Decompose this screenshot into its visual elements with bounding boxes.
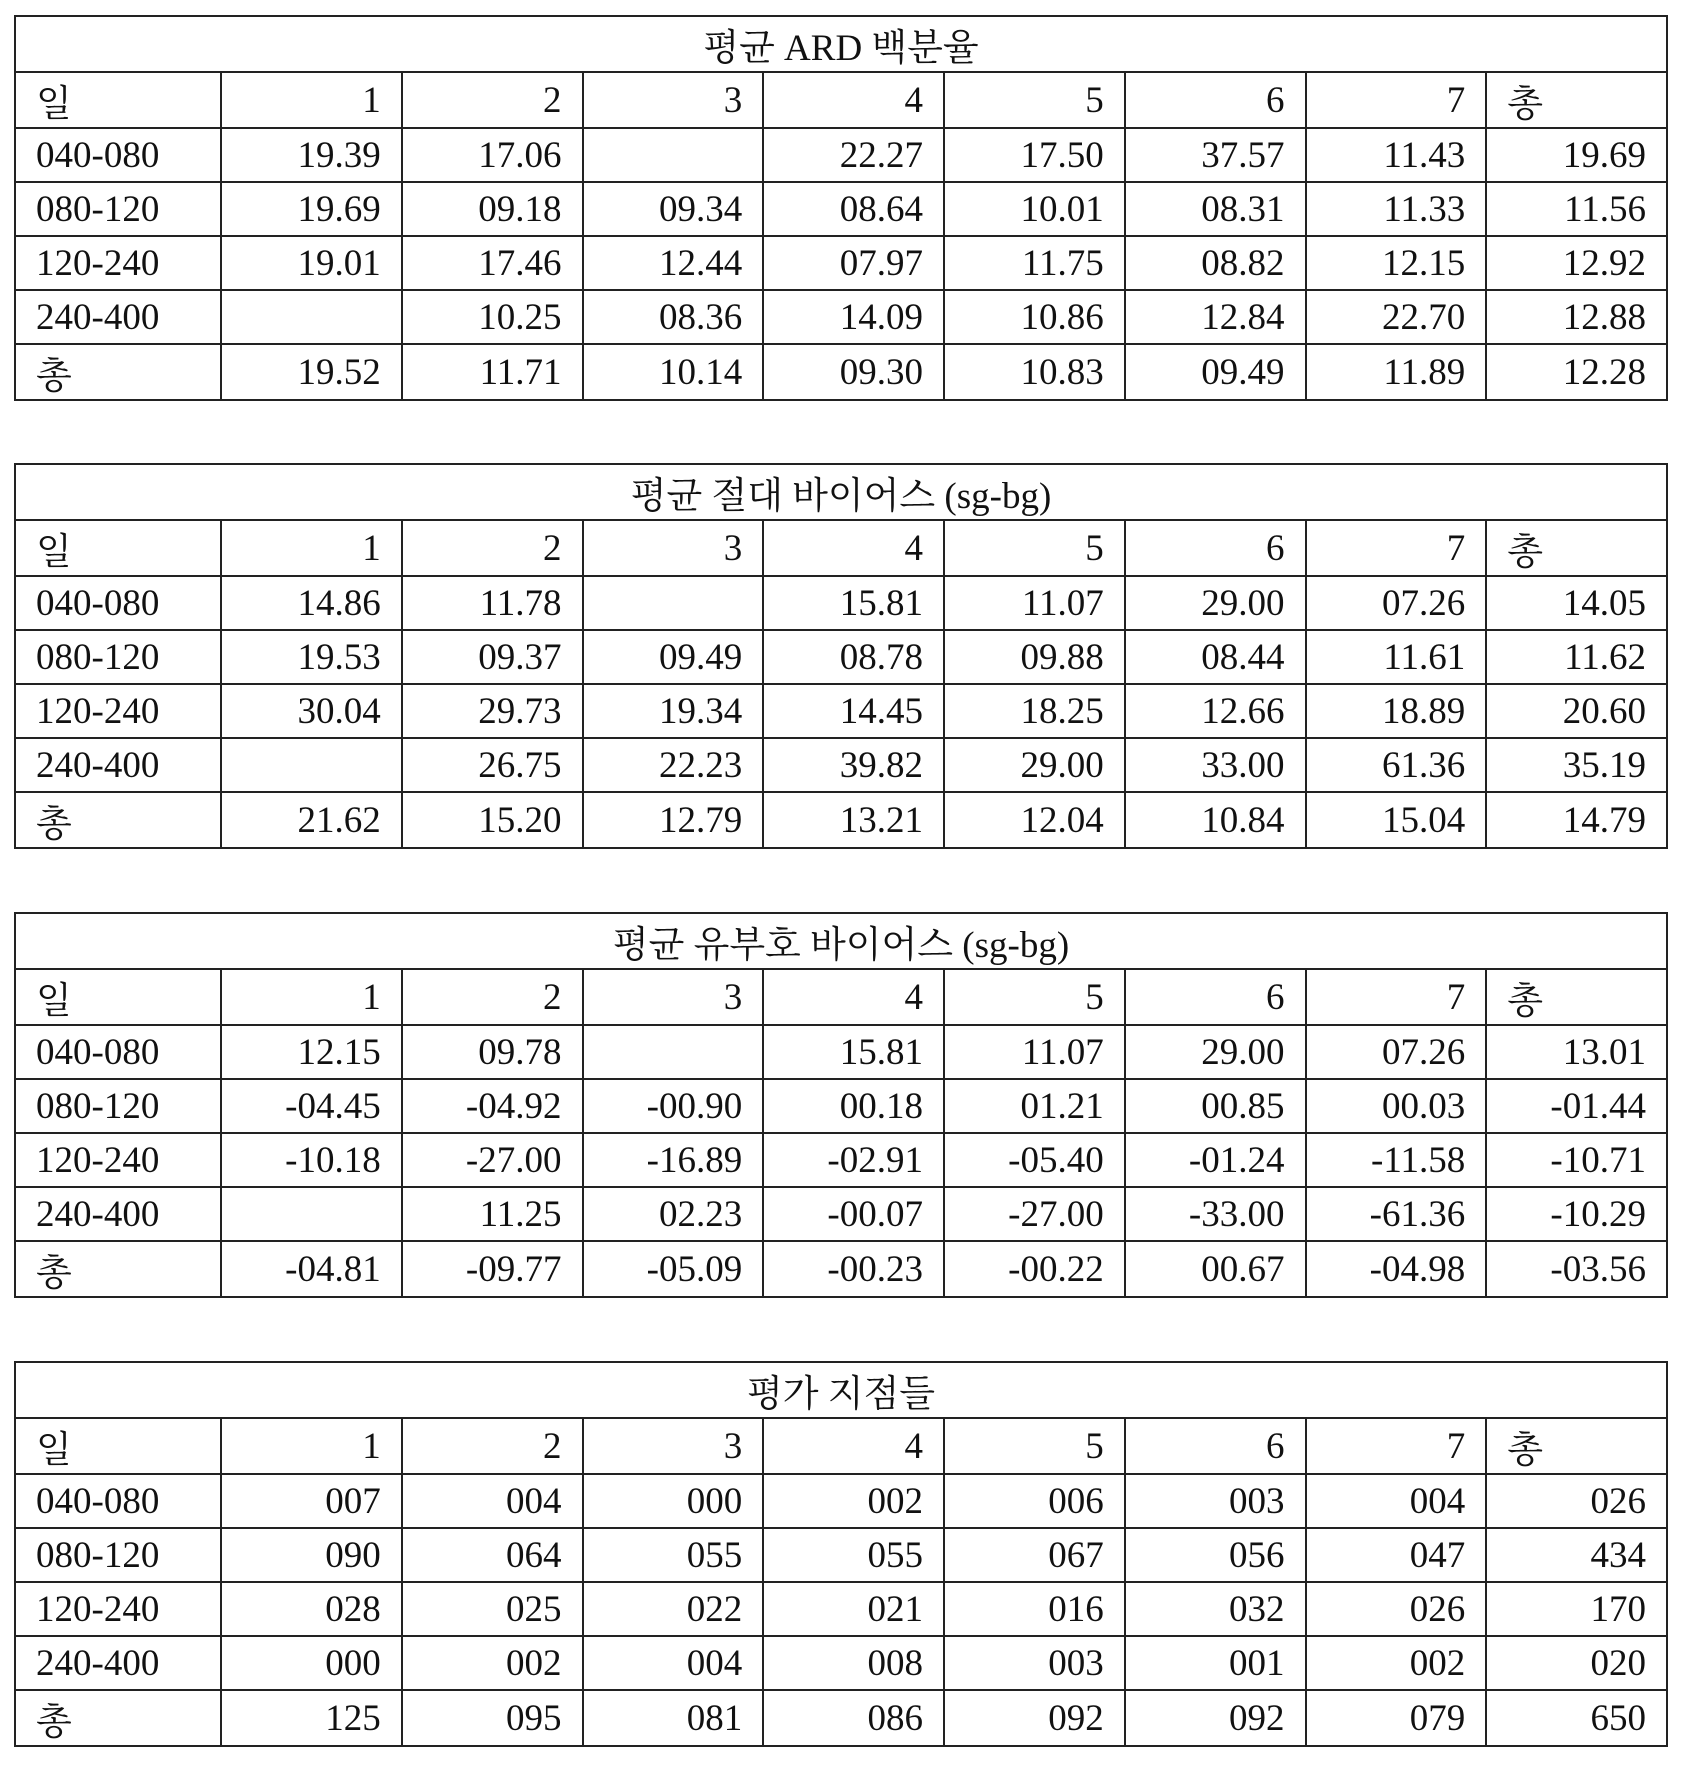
table-cell: 13.01 (1486, 1025, 1667, 1079)
table-cell: 19.69 (1486, 128, 1667, 182)
column-header: 2 (402, 520, 583, 576)
table-cell: 07.97 (763, 236, 944, 290)
column-header: 총 (1486, 1418, 1667, 1474)
table-cell: 11.89 (1306, 344, 1487, 400)
table-row (15, 738, 1667, 792)
table-row (15, 182, 1667, 236)
table-row (15, 1133, 1667, 1187)
table-row (15, 1025, 1667, 1079)
table-cell: -01.24 (1125, 1133, 1306, 1187)
table-row (15, 1582, 1667, 1636)
table-cell (583, 1025, 764, 1079)
column-header: 3 (583, 520, 764, 576)
table-cell: 12.44 (583, 236, 764, 290)
table-cell: 08.78 (763, 630, 944, 684)
table-cell: 11.71 (402, 344, 583, 400)
table-cell: 004 (402, 1474, 583, 1528)
table-cell: 170 (1486, 1582, 1667, 1636)
table-row (15, 792, 1667, 848)
table-cell: 17.50 (944, 128, 1125, 182)
data-table (14, 463, 1668, 849)
table-cell: 15.81 (763, 1025, 944, 1079)
row-label: 040-080 (15, 1025, 221, 1079)
table-cell: 00.03 (1306, 1079, 1487, 1133)
table-cell: 14.05 (1486, 576, 1667, 630)
table-cell: 11.56 (1486, 182, 1667, 236)
column-header: 일 (15, 520, 221, 576)
table-cell: 15.20 (402, 792, 583, 848)
table-cell: 19.52 (221, 344, 402, 400)
table-cell: 00.18 (763, 1079, 944, 1133)
table-cell: -10.18 (221, 1133, 402, 1187)
table-cell: 08.44 (1125, 630, 1306, 684)
column-header: 5 (944, 520, 1125, 576)
title-row (15, 913, 1667, 969)
table-cell: 08.36 (583, 290, 764, 344)
table-cell: 12.92 (1486, 236, 1667, 290)
table-cell: -33.00 (1125, 1187, 1306, 1241)
data-table (14, 15, 1668, 401)
table-cell: -27.00 (944, 1187, 1125, 1241)
table-cell: 08.82 (1125, 236, 1306, 290)
table-cell: 10.86 (944, 290, 1125, 344)
column-header: 5 (944, 72, 1125, 128)
table-cell: -16.89 (583, 1133, 764, 1187)
title-row (15, 16, 1667, 72)
table-cell: 29.00 (1125, 1025, 1306, 1079)
table-row (15, 1636, 1667, 1690)
row-label: 240-400 (15, 1187, 221, 1241)
table-row (15, 684, 1667, 738)
table-cell: 006 (944, 1474, 1125, 1528)
table-cell: 29.00 (944, 738, 1125, 792)
table-row (15, 1241, 1667, 1297)
table-cell: 17.46 (402, 236, 583, 290)
row-label: 080-120 (15, 182, 221, 236)
row-label: 040-080 (15, 1474, 221, 1528)
table-cell: 002 (763, 1474, 944, 1528)
table-row (15, 1187, 1667, 1241)
table-cell: 000 (221, 1636, 402, 1690)
table-cell: 33.00 (1125, 738, 1306, 792)
table-cell: 021 (763, 1582, 944, 1636)
row-label: 120-240 (15, 684, 221, 738)
table-cell: 12.15 (221, 1025, 402, 1079)
table-cell: -00.07 (763, 1187, 944, 1241)
table-cell: 020 (1486, 1636, 1667, 1690)
table-cell (583, 576, 764, 630)
table-cell: 61.36 (1306, 738, 1487, 792)
column-header: 4 (763, 969, 944, 1025)
column-header: 7 (1306, 969, 1487, 1025)
table-cell: 081 (583, 1690, 764, 1746)
table-cell: 079 (1306, 1690, 1487, 1746)
table-cell: 07.26 (1306, 576, 1487, 630)
row-label: 080-120 (15, 630, 221, 684)
column-header: 1 (221, 1418, 402, 1474)
table-cell: 003 (944, 1636, 1125, 1690)
data-table (14, 1361, 1668, 1747)
table-cell: 650 (1486, 1690, 1667, 1746)
table-cell: 17.06 (402, 128, 583, 182)
row-label: 120-240 (15, 236, 221, 290)
table-cell: 055 (763, 1528, 944, 1582)
table-cell (221, 290, 402, 344)
header-row (15, 969, 1667, 1025)
table-cell: 08.31 (1125, 182, 1306, 236)
table-cell: 29.73 (402, 684, 583, 738)
table-cell: 095 (402, 1690, 583, 1746)
row-label: 080-120 (15, 1079, 221, 1133)
table-cell (583, 128, 764, 182)
table-cell: 13.21 (763, 792, 944, 848)
table-cell: -01.44 (1486, 1079, 1667, 1133)
table-cell: 026 (1306, 1582, 1487, 1636)
table-cell: 11.07 (944, 1025, 1125, 1079)
column-header: 일 (15, 1418, 221, 1474)
column-header: 6 (1125, 72, 1306, 128)
table-cell: 047 (1306, 1528, 1487, 1582)
table-cell: -00.23 (763, 1241, 944, 1297)
column-header: 총 (1486, 520, 1667, 576)
table-title: 평균 절대 바이어스 (sg-bg) (15, 464, 1667, 520)
table-cell: 22.23 (583, 738, 764, 792)
table-cell: 10.25 (402, 290, 583, 344)
header-row (15, 520, 1667, 576)
table-cell: 14.86 (221, 576, 402, 630)
table-row (15, 1528, 1667, 1582)
table-cell: 19.39 (221, 128, 402, 182)
table-cell: 12.28 (1486, 344, 1667, 400)
table-cell: 12.66 (1125, 684, 1306, 738)
column-header: 4 (763, 72, 944, 128)
table-cell: 003 (1125, 1474, 1306, 1528)
table-row (15, 1079, 1667, 1133)
table-title: 평균 ARD 백분율 (15, 16, 1667, 72)
table-cell (221, 1187, 402, 1241)
column-header: 5 (944, 969, 1125, 1025)
table-cell: 10.83 (944, 344, 1125, 400)
column-header: 총 (1486, 72, 1667, 128)
table-cell: 10.84 (1125, 792, 1306, 848)
row-label: 040-080 (15, 576, 221, 630)
table-cell: 434 (1486, 1528, 1667, 1582)
table-cell: -61.36 (1306, 1187, 1487, 1241)
table-cell: 08.64 (763, 182, 944, 236)
column-header: 일 (15, 72, 221, 128)
column-header: 6 (1125, 1418, 1306, 1474)
row-label: 총 (15, 344, 221, 400)
table-cell: 09.78 (402, 1025, 583, 1079)
table-cell: 11.07 (944, 576, 1125, 630)
table-cell: 19.53 (221, 630, 402, 684)
table-cell: 11.25 (402, 1187, 583, 1241)
table-cell: 016 (944, 1582, 1125, 1636)
table-cell: 35.19 (1486, 738, 1667, 792)
column-header: 1 (221, 969, 402, 1025)
table-row (15, 290, 1667, 344)
table-cell: 12.84 (1125, 290, 1306, 344)
column-header: 4 (763, 520, 944, 576)
row-label: 240-400 (15, 1636, 221, 1690)
table-cell: 09.88 (944, 630, 1125, 684)
table-cell: 11.61 (1306, 630, 1487, 684)
table-cell: 001 (1125, 1636, 1306, 1690)
table-cell: 11.62 (1486, 630, 1667, 684)
table-cell: 12.15 (1306, 236, 1487, 290)
column-header: 7 (1306, 520, 1487, 576)
table-row (15, 630, 1667, 684)
table-cell: 37.57 (1125, 128, 1306, 182)
table-cell: 032 (1125, 1582, 1306, 1636)
header-row (15, 72, 1667, 128)
table-cell: 26.75 (402, 738, 583, 792)
table-cell: -11.58 (1306, 1133, 1487, 1187)
table-cell: 022 (583, 1582, 764, 1636)
table-cell: 09.34 (583, 182, 764, 236)
title-row (15, 1362, 1667, 1418)
column-header: 3 (583, 72, 764, 128)
table-title: 평가 지점들 (15, 1362, 1667, 1418)
table-cell: 19.01 (221, 236, 402, 290)
table-cell: -05.09 (583, 1241, 764, 1297)
table-cell: 02.23 (583, 1187, 764, 1241)
table-cell: -03.56 (1486, 1241, 1667, 1297)
table-cell: 15.81 (763, 576, 944, 630)
table-cell: 125 (221, 1690, 402, 1746)
table-cell: 14.79 (1486, 792, 1667, 848)
table-cell: 09.18 (402, 182, 583, 236)
table-cell: -04.45 (221, 1079, 402, 1133)
column-header: 2 (402, 969, 583, 1025)
row-label: 240-400 (15, 738, 221, 792)
table-cell: -04.81 (221, 1241, 402, 1297)
row-label: 240-400 (15, 290, 221, 344)
column-header: 6 (1125, 520, 1306, 576)
table-cell: 09.37 (402, 630, 583, 684)
row-label: 총 (15, 792, 221, 848)
table-cell: 002 (1306, 1636, 1487, 1690)
table-row (15, 128, 1667, 182)
table-cell: 056 (1125, 1528, 1306, 1582)
row-label: 총 (15, 1690, 221, 1746)
table-cell: 09.49 (583, 630, 764, 684)
table-cell: 000 (583, 1474, 764, 1528)
table-cell: 18.89 (1306, 684, 1487, 738)
column-header: 3 (583, 1418, 764, 1474)
table-cell: -10.29 (1486, 1187, 1667, 1241)
row-label: 080-120 (15, 1528, 221, 1582)
table-cell: -02.91 (763, 1133, 944, 1187)
table-cell: -04.92 (402, 1079, 583, 1133)
row-label: 120-240 (15, 1582, 221, 1636)
table-cell: 12.79 (583, 792, 764, 848)
column-header: 6 (1125, 969, 1306, 1025)
column-header: 3 (583, 969, 764, 1025)
table-cell: 39.82 (763, 738, 944, 792)
row-label: 040-080 (15, 128, 221, 182)
header-row (15, 1418, 1667, 1474)
table-cell: 10.14 (583, 344, 764, 400)
table-title: 평균 유부호 바이어스 (sg-bg) (15, 913, 1667, 969)
table-cell: -04.98 (1306, 1241, 1487, 1297)
table-cell: 086 (763, 1690, 944, 1746)
table-cell: 11.75 (944, 236, 1125, 290)
table-row (15, 236, 1667, 290)
table-cell: 004 (1306, 1474, 1487, 1528)
row-label: 총 (15, 1241, 221, 1297)
table-cell: 028 (221, 1582, 402, 1636)
table-cell: 007 (221, 1474, 402, 1528)
table-cell: 21.62 (221, 792, 402, 848)
table-cell: -00.90 (583, 1079, 764, 1133)
table-cell: -10.71 (1486, 1133, 1667, 1187)
table-cell: 18.25 (944, 684, 1125, 738)
table-cell: 092 (1125, 1690, 1306, 1746)
table-row (15, 576, 1667, 630)
column-header: 1 (221, 72, 402, 128)
table-cell: 12.88 (1486, 290, 1667, 344)
table-cell: 01.21 (944, 1079, 1125, 1133)
column-header: 2 (402, 72, 583, 128)
table-cell (221, 738, 402, 792)
table-cell: 22.70 (1306, 290, 1487, 344)
column-header: 2 (402, 1418, 583, 1474)
table-cell: 12.04 (944, 792, 1125, 848)
table-cell: 026 (1486, 1474, 1667, 1528)
table-cell: 22.27 (763, 128, 944, 182)
table-cell: 008 (763, 1636, 944, 1690)
column-header: 4 (763, 1418, 944, 1474)
table-cell: 00.85 (1125, 1079, 1306, 1133)
table-row (15, 344, 1667, 400)
table-cell: 11.33 (1306, 182, 1487, 236)
table-cell: 29.00 (1125, 576, 1306, 630)
table-cell: 055 (583, 1528, 764, 1582)
table-cell: 064 (402, 1528, 583, 1582)
table-cell: 092 (944, 1690, 1125, 1746)
title-row (15, 464, 1667, 520)
table-cell: 090 (221, 1528, 402, 1582)
table-cell: 20.60 (1486, 684, 1667, 738)
table-cell: 09.30 (763, 344, 944, 400)
table-cell: 00.67 (1125, 1241, 1306, 1297)
data-table (14, 912, 1668, 1298)
table-cell: 025 (402, 1582, 583, 1636)
table-cell: -27.00 (402, 1133, 583, 1187)
row-label: 120-240 (15, 1133, 221, 1187)
table-row (15, 1474, 1667, 1528)
column-header: 일 (15, 969, 221, 1025)
table-cell: 11.78 (402, 576, 583, 630)
table-cell: 10.01 (944, 182, 1125, 236)
table-cell: 15.04 (1306, 792, 1487, 848)
table-cell: 002 (402, 1636, 583, 1690)
table-cell: -05.40 (944, 1133, 1125, 1187)
column-header: 1 (221, 520, 402, 576)
table-cell: 19.69 (221, 182, 402, 236)
column-header: 7 (1306, 1418, 1487, 1474)
table-cell: 07.26 (1306, 1025, 1487, 1079)
table-cell: 11.43 (1306, 128, 1487, 182)
table-cell: 19.34 (583, 684, 764, 738)
table-row (15, 1690, 1667, 1746)
column-header: 5 (944, 1418, 1125, 1474)
table-cell: 30.04 (221, 684, 402, 738)
column-header: 총 (1486, 969, 1667, 1025)
table-cell: 09.49 (1125, 344, 1306, 400)
table-cell: 067 (944, 1528, 1125, 1582)
column-header: 7 (1306, 72, 1487, 128)
table-cell: 14.09 (763, 290, 944, 344)
table-cell: -00.22 (944, 1241, 1125, 1297)
table-cell: 14.45 (763, 684, 944, 738)
table-cell: -09.77 (402, 1241, 583, 1297)
table-cell: 004 (583, 1636, 764, 1690)
